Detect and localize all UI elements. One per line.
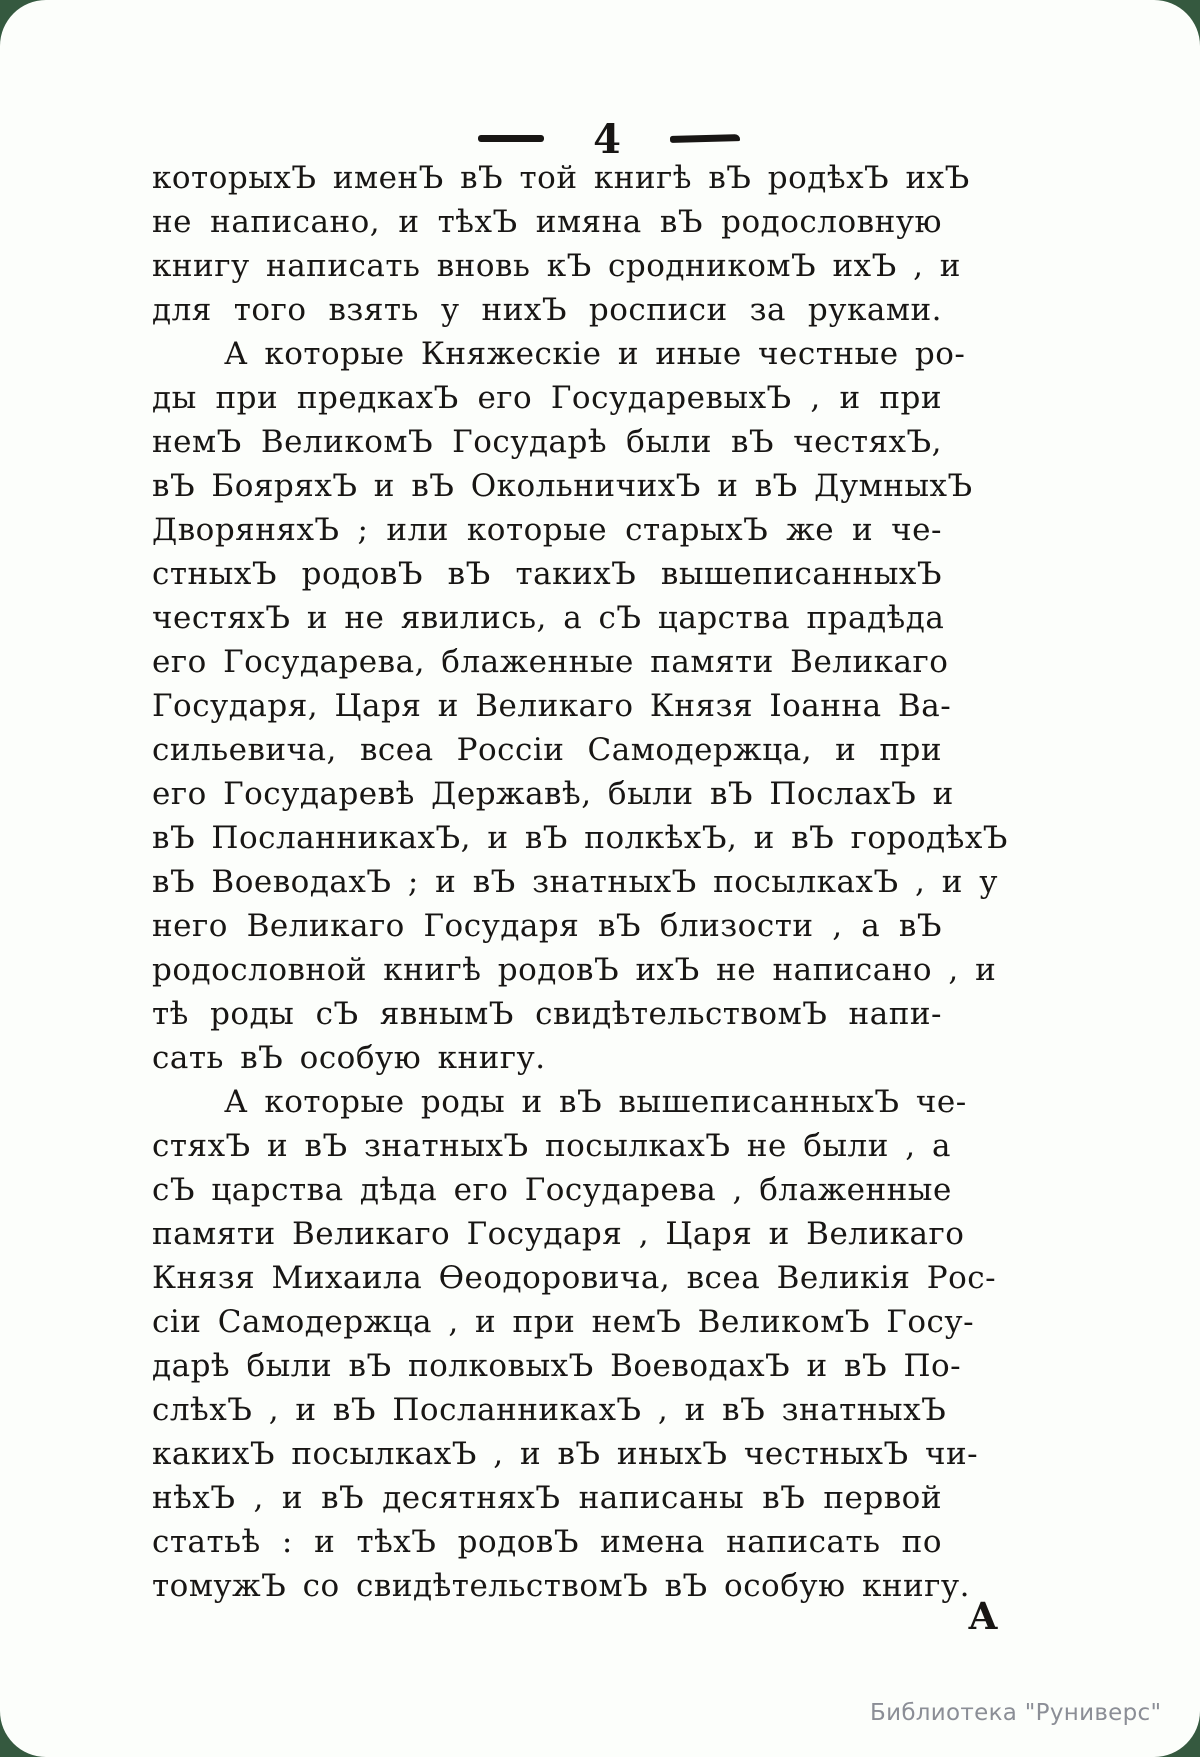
text-line: немЪ ВеликомЪ Государѣ были вЪ честяхЪ, (152, 424, 942, 460)
text-line: томужЪ со свидѣтельствомЪ вЪ особую книгу. (152, 1568, 970, 1604)
text-line: статьѣ : и тѣхЪ родовЪ имена написать по (152, 1524, 942, 1560)
text-line: вЪ БояряхЪ и вЪ ОкольничихЪ и вЪ ДумныхЪ (152, 468, 973, 504)
body-text (152, 156, 1008, 1608)
watermark: Библиотека "Руниверс" (870, 1700, 1162, 1726)
text-line: памяти Великаго Государя , Царя и Великаго (152, 1216, 965, 1252)
text-line: которыхЪ именЪ вЪ той книгѣ вЪ родѣхЪ ихЪ (152, 160, 970, 196)
text-line: дарѣ были вЪ полковыхЪ ВоеводахЪ и вЪ По- (152, 1348, 962, 1384)
text-line: не написано, и тѣхЪ имяна вЪ родословную (152, 204, 942, 240)
text-line: А которые Княжескіе и иные честные ро- (224, 336, 966, 372)
text-line: слѣхЪ , и вЪ ПосланникахЪ , и вЪ знатныхЪ (152, 1392, 947, 1428)
text-line: родословной книгѣ родовЪ ихЪ не написано , и (152, 952, 997, 988)
text-line: нѣхЪ , и вЪ десятняхЪ написаны вЪ первой (152, 1480, 942, 1516)
text-line: стныхЪ родовЪ вЪ такихЪ вышеписанныхЪ (152, 556, 942, 592)
catchword: А (968, 1594, 999, 1638)
page-header (478, 116, 740, 163)
header-rule-left-icon (478, 135, 544, 142)
page-number: 4 (593, 116, 621, 163)
text-line: честяхЪ и не явились, а сЪ царства прадѣда (152, 600, 945, 636)
text-line: А которые роды и вЪ вышеписанныхЪ че- (224, 1084, 967, 1120)
text-line: Князя Михаила Ѳеодоровича, всеа Великія Рос- (152, 1260, 997, 1296)
text-line: для того взять у нихЪ росписи за руками. (152, 292, 942, 328)
text-line: ДворяняхЪ ; или которые старыхЪ же и че- (152, 512, 942, 548)
text-line: сіи Самодержца , и при немЪ ВеликомЪ Госу- (152, 1304, 975, 1340)
text-line: тѣ роды сЪ явнымЪ свидѣтельствомЪ напи- (152, 996, 942, 1032)
text-line: Государя, Царя и Великаго Князя Іоанна Ва- (152, 688, 952, 724)
text-line: него Великаго Государя вЪ близости , а вЪ (152, 908, 942, 944)
text-line: книгу написать вновь кЪ сродникомЪ ихЪ , и (152, 248, 961, 284)
text-line: стяхЪ и вЪ знатныхЪ посылкахЪ не были , а (152, 1128, 951, 1164)
text-line: сать вЪ особую книгу. (152, 1040, 546, 1076)
header-rule-right-icon (670, 134, 740, 143)
text-line: вЪ ПосланникахЪ, и вЪ полкѣхЪ, и вЪ городѣхЪ (152, 820, 1008, 856)
text-line: сильевича, всеа Россіи Самодержца, и при (152, 732, 942, 768)
text-line: его Государевѣ Державѣ, были вЪ ПослахЪ и (152, 776, 954, 812)
text-line: какихЪ посылкахЪ , и вЪ иныхЪ честныхЪ чи- (152, 1436, 979, 1472)
text-line: сЪ царства дѣда его Государева , блаженные (152, 1172, 952, 1208)
text-line: ды при предкахЪ его ГосударевыхЪ , и при (152, 380, 942, 416)
text-line: вЪ ВоеводахЪ ; и вЪ знатныхЪ посылкахЪ , и у (152, 864, 998, 900)
text-line: его Государева, блаженные памяти Великаго (152, 644, 949, 680)
